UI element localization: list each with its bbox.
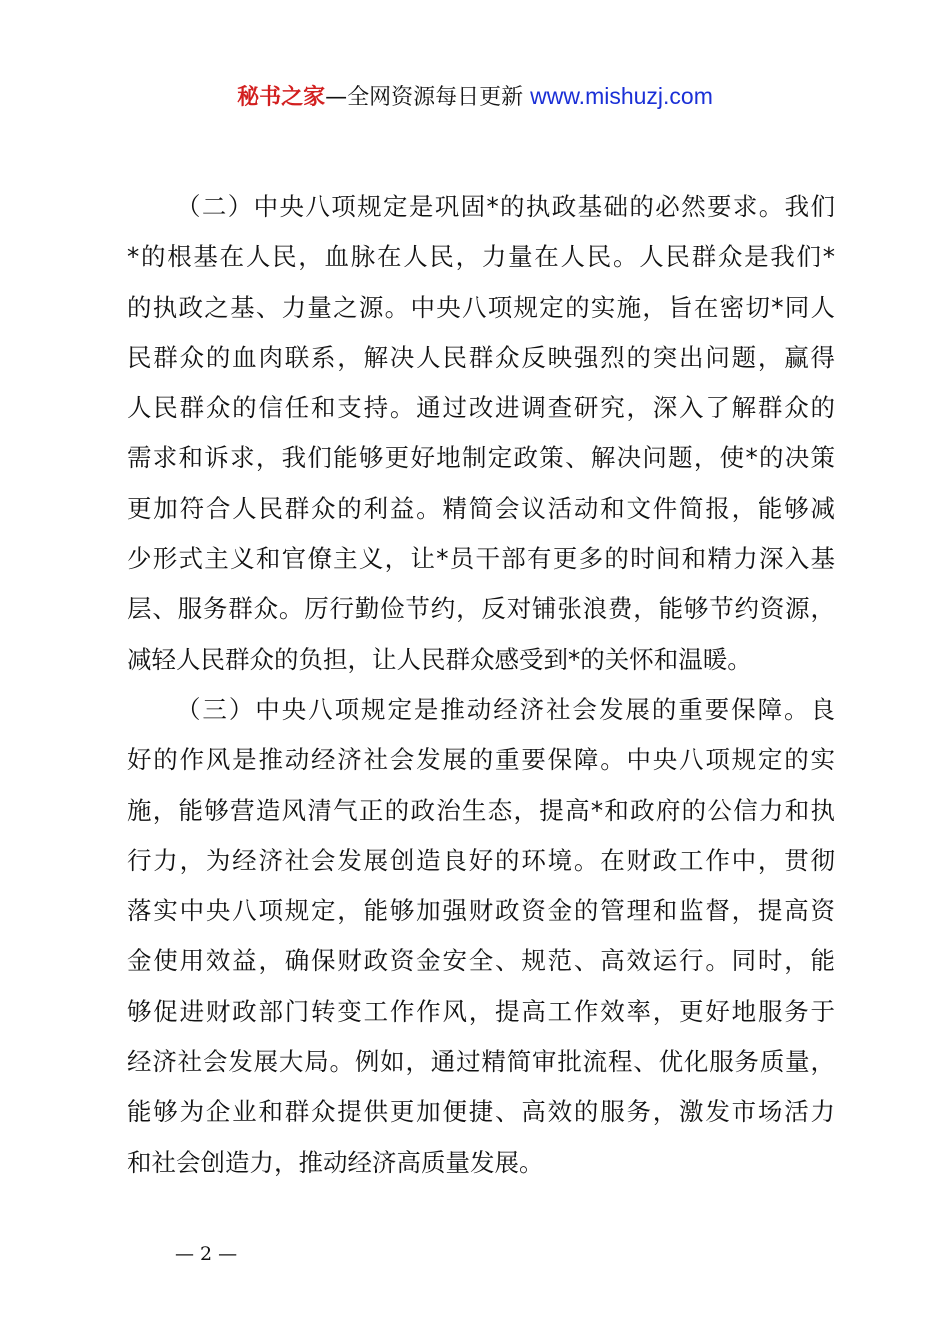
site-brand: 秘书之家 (237, 85, 326, 110)
text-line: 减轻人民群众的负担，让人民群众感受到*的关怀和温暖。 (127, 644, 752, 674)
text-line: 和社会创造力，推动经济高质量发展。 (127, 1147, 544, 1177)
text-line: 好的作风是推动经济社会发展的重要保障。中央八项规定的实 (127, 745, 835, 775)
text-line: 施，能够营造风清气正的政治生态，提高*和政府的公信力和执 (127, 795, 835, 825)
site-url-link[interactable]: www.mishuzj.com (530, 83, 713, 109)
text-line: （二）中央八项规定是巩固*的执政基础的必然要求。我们 (176, 192, 835, 221)
text-line: 金使用效益，确保财政资金安全、规范、高效运行。同时，能 (127, 946, 835, 976)
text-line: 层、服务群众。厉行勤俭节约，反对铺张浪费，能够节约资源， (127, 594, 835, 624)
text-line: 够促进财政部门转变工作作风，提高工作效率，更好地服务于 (127, 996, 835, 1026)
text-line: 更加符合人民群众的利益。精简会议活动和文件简报，能够减 (127, 493, 835, 523)
text-line: 的执政之基、力量之源。中央八项规定的实施，旨在密切*同人 (127, 292, 835, 322)
text-line: 能够为企业和群众提供更加便捷、高效的服务，激发市场活力 (127, 1097, 835, 1127)
text-line: 人民群众的信任和支持。通过改进调查研究，深入了解群众的 (127, 393, 835, 423)
text-line: 需求和诉求，我们能够更好地制定政策、解决问题，使*的决策 (127, 443, 835, 473)
site-tagline: —全网资源每日更新 (325, 85, 524, 110)
page-number: — 2 — (175, 1243, 238, 1265)
paragraph-2 (127, 182, 835, 685)
text-line: 民群众的血肉联系，解决人民群众反映强烈的突出问题，赢得 (127, 342, 835, 372)
text-line: 经济社会发展大局。例如，通过精简审批流程、优化服务质量， (127, 1047, 835, 1077)
site-header (0, 80, 950, 114)
document-body (127, 182, 835, 1188)
text-line: 少形式主义和官僚主义，让*员干部有更多的时间和精力深入基 (127, 544, 835, 574)
text-line: 落实中央八项规定，能够加强财政资金的管理和监督，提高资 (127, 896, 835, 926)
text-line: *的根基在人民，血脉在人民，力量在人民。人民群众是我们* (127, 242, 835, 272)
paragraph-3 (127, 685, 835, 1188)
text-line: （三）中央八项规定是推动经济社会发展的重要保障。良 (176, 694, 835, 724)
text-line: 行力，为经济社会发展创造良好的环境。在财政工作中，贯彻 (127, 845, 835, 875)
